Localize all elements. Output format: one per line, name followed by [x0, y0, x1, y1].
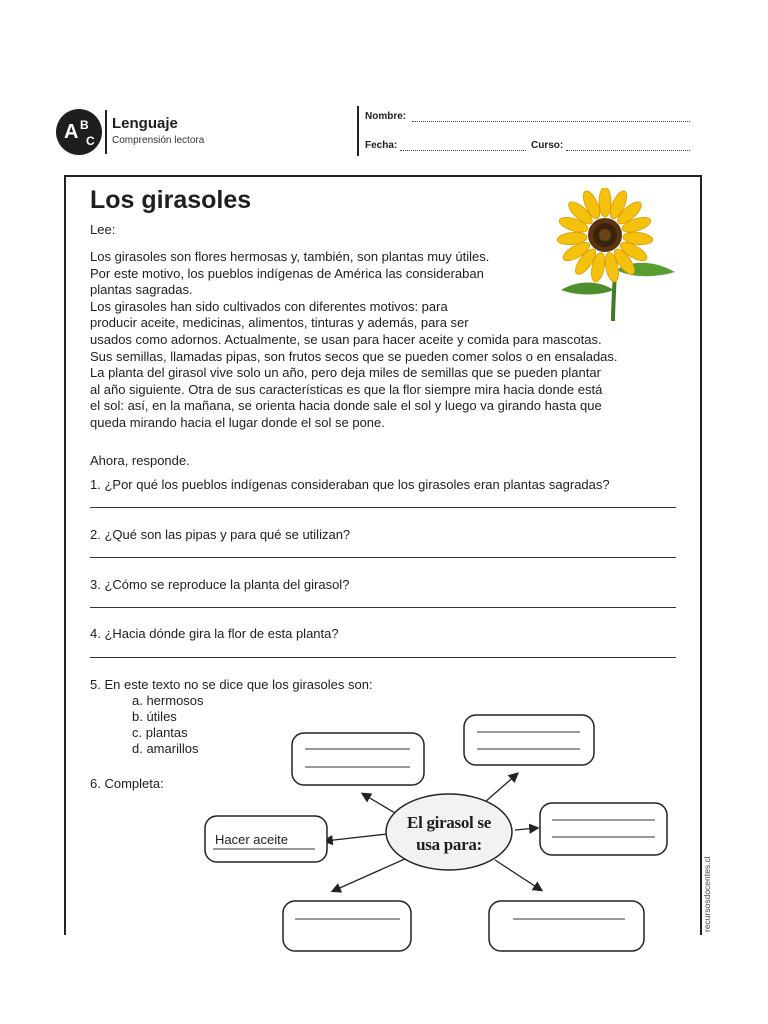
answer-line-3[interactable] — [90, 607, 676, 608]
source-credit: recursosdocentes.cl — [702, 856, 712, 932]
course-field[interactable] — [566, 150, 690, 151]
arrow-top-left — [363, 794, 395, 813]
logo-letter-a: A — [64, 121, 79, 143]
filled-box-text: Hacer aceite — [215, 832, 288, 847]
arrow-left — [325, 834, 387, 841]
question-4: 4. ¿Hacia dónde gira la flor de esta planta? — [90, 626, 339, 641]
answer-line-1[interactable] — [90, 507, 676, 508]
arrow-bottom-left — [333, 858, 407, 891]
box-bottom-right — [489, 901, 644, 951]
name-field[interactable] — [412, 121, 690, 122]
name-label: Nombre: — [365, 111, 407, 122]
date-field[interactable] — [400, 150, 526, 151]
arrow-bottom-right — [495, 860, 541, 890]
question-5: 5. En este texto no se dice que los girasoles son: — [90, 677, 373, 692]
answer-line-4[interactable] — [90, 657, 676, 658]
arrow-top-right — [485, 774, 517, 802]
logo-letter-c: C — [86, 134, 95, 148]
box-top-left — [292, 733, 424, 785]
logo-letter-b: B — [80, 118, 89, 132]
option-d[interactable]: d. amarillos — [132, 741, 199, 756]
question-1: 1. ¿Por qué los pueblos indígenas consideraban que los girasoles eran plantas sagradas? — [90, 477, 610, 492]
page-title: Los girasoles — [90, 186, 252, 214]
diagram-center-label — [390, 812, 508, 856]
arrow-right — [515, 828, 537, 830]
option-b[interactable]: b. útiles — [132, 709, 177, 724]
course-label: Curso: — [531, 140, 564, 151]
answer-line-2[interactable] — [90, 557, 676, 558]
reading-text: Los girasoles son flores hermosas y, también, son plantas muy útiles. Por este motivo, los pueblos indígenas de América las consideraban plantas sagradas. Los girasoles han sido cultivados con diferentes motivos: para producir aceite, medicinas, alimentos, tinturas y además, para ser usados como adornos. Actualmente, se usan para hacer aceite y comida para mascotas. Sus semillas, llamadas pipas, son frutos secos que se pueden comer solos o en ensaladas. La planta del girasol vive solo un año, pero deja miles de semillas que se pueden plantar al año siguiente. Otra de sus características es que la flor siempre mira hacia donde está el sol: así, en la mañana, se orienta hacia donde sale el sol y luego va girando hasta que queda mirando hacia el lugar donde el sol se pone. — [90, 249, 618, 430]
option-a[interactable]: a. hermosos — [132, 693, 204, 708]
center-label-line1: El girasol se — [407, 813, 491, 832]
question-3: 3. ¿Cómo se reproduce la planta del girasol? — [90, 577, 350, 592]
box-bottom-left — [283, 901, 411, 951]
option-c[interactable]: c. plantas — [132, 725, 188, 740]
date-label: Fecha: — [365, 140, 398, 151]
abc-logo-icon — [55, 108, 103, 156]
box-right — [540, 803, 667, 855]
box-top-right — [464, 715, 594, 765]
question-2: 2. ¿Qué son las pipas y para qué se utilizan? — [90, 527, 351, 542]
instruction-label: Lee: — [90, 222, 116, 237]
sunflower-icon — [553, 188, 678, 323]
question-6: 6. Completa: — [90, 776, 164, 791]
questions-intro: Ahora, responde. — [90, 453, 190, 468]
center-label-line2: usa para: — [416, 835, 482, 854]
subject-subtitle: Comprensión lectora — [112, 135, 205, 146]
header-divider — [357, 106, 359, 156]
subject-title: Lenguaje — [112, 115, 178, 132]
brand-divider — [105, 110, 107, 154]
